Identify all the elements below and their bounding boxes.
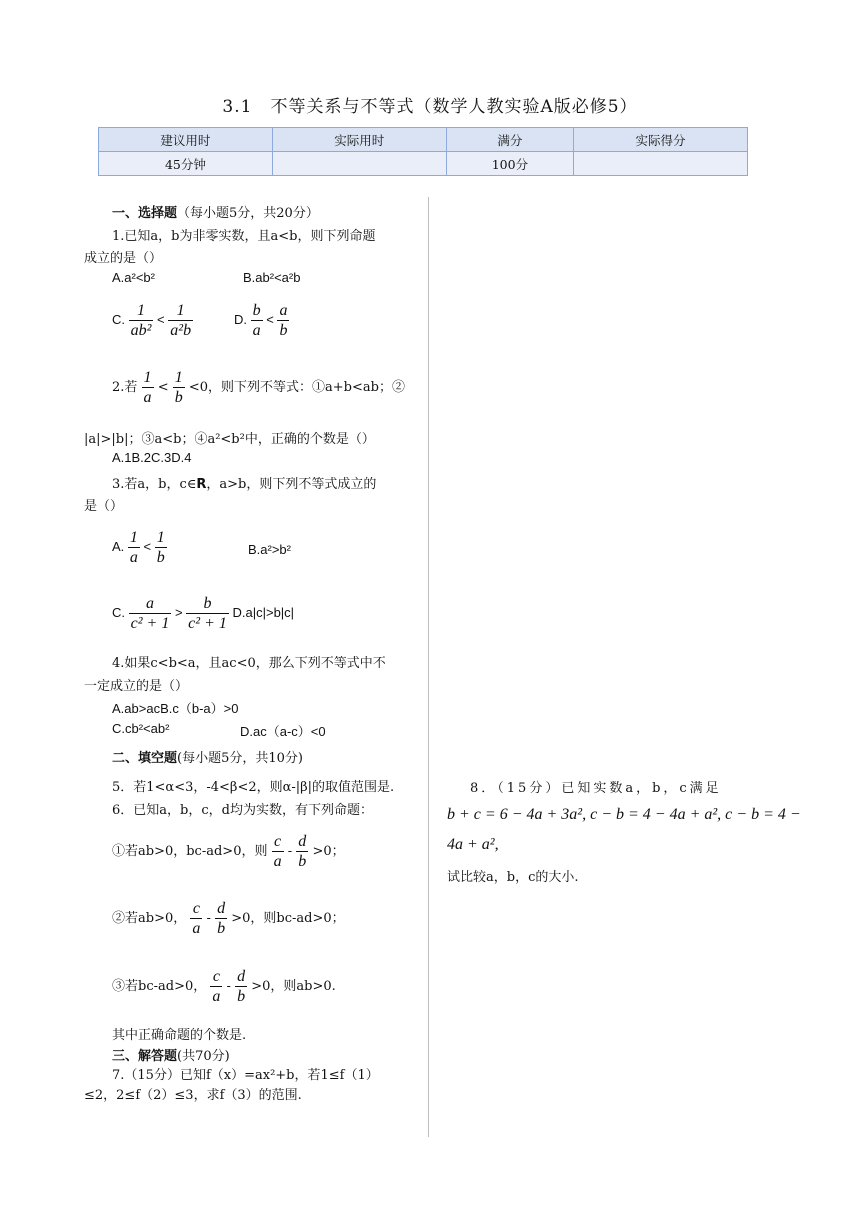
q1-stem-line2: 成立的是（） (84, 251, 163, 266)
q1-d-frac2 (277, 301, 289, 340)
q3-a-label: A. (112, 538, 125, 554)
q6-proposition-2 (112, 899, 345, 938)
q6-stem: 6．已知a，b，c，d均为实数，有下列命题： (112, 803, 373, 818)
header-actual-score: 实际得分 (574, 128, 748, 152)
q6-p1-frac1-den: a (273, 853, 282, 870)
q3-c-frac1-num: a (129, 594, 172, 614)
q6-p1-post: >0； (312, 844, 345, 859)
column-divider (428, 197, 429, 1137)
q1-c-frac2-num: 1 (168, 301, 193, 321)
q1-c-frac2-den: a²b (170, 322, 192, 339)
q7-line1: 7.（15分）已知f（x）=ax²+b，若1≤f（1） (112, 1068, 379, 1083)
time-table (98, 127, 748, 176)
q1-c-label: C. (112, 311, 125, 327)
q3-a-frac1-den: a (129, 549, 138, 566)
q1-option-b: B.ab²<a²b (243, 270, 301, 285)
q1-d-label: D. (234, 311, 247, 327)
q2-frac2 (173, 368, 185, 407)
q6-p1-frac1-num: c (272, 832, 284, 852)
q6-p3-frac1 (210, 967, 222, 1006)
q1-option-d (234, 301, 289, 340)
q6-p3-frac1-den: a (212, 988, 221, 1005)
q6-p2-frac2-num: d (217, 900, 226, 917)
q2-mid: <0，则下列不等式：①a+b<ab；② (188, 380, 405, 395)
q4-stem-line2: 一定成立的是（） (84, 679, 189, 694)
q1-d-lt: < (266, 311, 274, 327)
q3-a-frac1-num: 1 (129, 529, 138, 546)
q1-stem-line1: 1.已知a，b为非零实数，且a<b，则下列命题 (112, 229, 376, 244)
q8-line2: b + c = 6 − 4a + 3a², c − b = 4 − 4a + a², c − b = 4 − (447, 806, 801, 823)
q2-options: A.1B.2C.3D.4 (112, 450, 192, 465)
q3-option-d: D.a|c|>b|c| (232, 604, 295, 620)
q8-line1: 8．（15分）已知实数a，b，c满足 (470, 781, 722, 796)
q1-c-frac1-num: 1 (129, 301, 154, 321)
q8-line3: 4a + a², (447, 836, 499, 853)
q3-stem-line2: 是（） (84, 499, 124, 514)
q6-p1-frac1 (272, 832, 284, 871)
section-choice-note: （每小题5分，共20分） (177, 206, 319, 221)
q6-p1-pre: ①若ab>0，bc-ad>0，则 (112, 844, 268, 859)
q3-c-frac2-den: c² + 1 (188, 615, 227, 632)
value-actual-score[interactable] (574, 152, 748, 176)
q2-frac1 (142, 368, 154, 407)
q6-p3-post: >0，则ab>0. (251, 979, 336, 994)
header-suggested-time: 建议用时 (99, 128, 273, 152)
q3-c-gt: > (174, 604, 183, 620)
q7-line2: ≤2，2≤f（2）≤3，求f（3）的范围. (84, 1088, 302, 1103)
q6-p3-frac2 (235, 967, 247, 1006)
q8-line4: 试比较a，b，c的大小. (447, 870, 579, 885)
q1-c-frac1 (129, 301, 154, 340)
value-suggested-time: 45分钟 (99, 152, 273, 176)
q2-frac2-num: 1 (174, 369, 183, 386)
q6-p2-post: >0，则bc-ad>0； (231, 911, 345, 926)
q6-p2-frac1-den: a (192, 920, 201, 937)
q1-option-c (112, 301, 193, 340)
q1-d-frac2-den: b (279, 322, 288, 339)
q6-p1-minus: - (287, 844, 293, 859)
q6-p2-pre: ②若ab>0， (112, 911, 187, 926)
q6-p2-frac2 (215, 899, 227, 938)
q4-stem-line1: 4.如果c<b<a，且ac<0，那么下列不等式中不 (112, 656, 386, 671)
q6-p1-frac2-num: d (298, 833, 307, 850)
section-fill-note: (每小题5分，共10分) (177, 751, 303, 766)
q3-c-frac1-den: c² + 1 (130, 615, 170, 632)
q6-p1-frac2 (296, 832, 308, 871)
q6-p3-frac2-den: b (237, 988, 246, 1005)
q3-c-frac1 (129, 594, 172, 633)
q6-proposition-3 (112, 967, 336, 1006)
q3-real-set: R (196, 477, 207, 492)
q1-d-frac2-num: a (279, 302, 288, 319)
header-actual-time: 实际用时 (272, 128, 446, 152)
q1-d-frac1 (251, 301, 263, 340)
q3-option-b: B.a²>b² (248, 542, 291, 557)
q3-stem1: 3.若a，b，c∈ (112, 477, 197, 492)
q6-p3-minus: - (226, 979, 231, 994)
q1-c-frac2 (168, 301, 193, 340)
q2-frac1-den: a (143, 389, 152, 406)
q1-c-frac1-den: ab² (130, 322, 152, 339)
q3-a-frac2 (155, 528, 167, 567)
section-answer-title: 三、解答题 (112, 1049, 178, 1064)
header-full-score: 满分 (446, 128, 573, 152)
section-fill-title: 二、填空题 (112, 751, 178, 766)
q1-option-a: A.a²<b² (112, 270, 155, 285)
q1-d-frac1-num: b (252, 302, 261, 319)
q6-p2-frac1-num: c (190, 899, 202, 919)
q2-lt: < (157, 380, 169, 395)
section-answer-note: (共70分) (177, 1049, 230, 1064)
q6-p3-frac2-num: d (237, 968, 246, 985)
q3-a-frac1 (128, 528, 140, 567)
page-title: 3.1 不等关系与不等式（数学人教实验A版必修5） (222, 97, 638, 117)
q2-frac2-den: b (174, 389, 183, 406)
value-full-score: 100分 (446, 152, 573, 176)
q2-frac1-num: 1 (143, 369, 152, 386)
q4-option-d: D.ac（a-c）<0 (240, 724, 326, 739)
q6-p3-pre: ③若bc-ad>0， (112, 979, 207, 994)
q6-proposition-1 (112, 832, 345, 871)
q4-option-c: C.cb²<ab² (112, 721, 170, 736)
section-answer (112, 1045, 230, 1064)
section-choice-title: 一、选择题 (112, 206, 178, 221)
q3-a-frac2-num: 1 (156, 529, 165, 546)
q3-c-frac2-num: b (186, 594, 229, 614)
q3-c-frac2 (186, 594, 229, 633)
q3-a-frac2-den: b (156, 549, 165, 566)
q3-option-c (112, 594, 294, 633)
q5: 5．若1<α<3，-4<β<2，则α-|β|的取值范围是. (112, 780, 395, 795)
q6-conclusion: 其中正确命题的个数是. (112, 1028, 247, 1043)
q6-p1-frac2-den: b (298, 853, 307, 870)
q6-p2-frac2-den: b (217, 920, 226, 937)
q6-p2-minus: - (206, 911, 211, 926)
q1-d-frac1-den: a (252, 322, 261, 339)
q2-stem-line1 (112, 368, 405, 407)
q3-stem1b: ，a>b，则下列不等式成立的 (206, 477, 377, 492)
section-choice (112, 202, 319, 221)
q2-stem-line2: |a|>|b|；③a<b；④a²<b²中，正确的个数是（） (84, 432, 375, 447)
q3-option-a (112, 528, 167, 567)
q6-p2-frac1 (190, 899, 202, 938)
value-actual-time[interactable] (272, 152, 446, 176)
q3-stem-line1 (112, 473, 376, 492)
section-fill (112, 747, 303, 766)
q1-c-lt: < (157, 311, 165, 327)
q2-pre: 2.若 (112, 380, 138, 395)
q6-p3-frac1-num: c (210, 967, 222, 987)
q3-c-label: C. (112, 604, 125, 620)
q4-options-ab: A.ab>acB.c（b-a）>0 (112, 701, 239, 716)
q3-a-lt: < (143, 538, 152, 554)
